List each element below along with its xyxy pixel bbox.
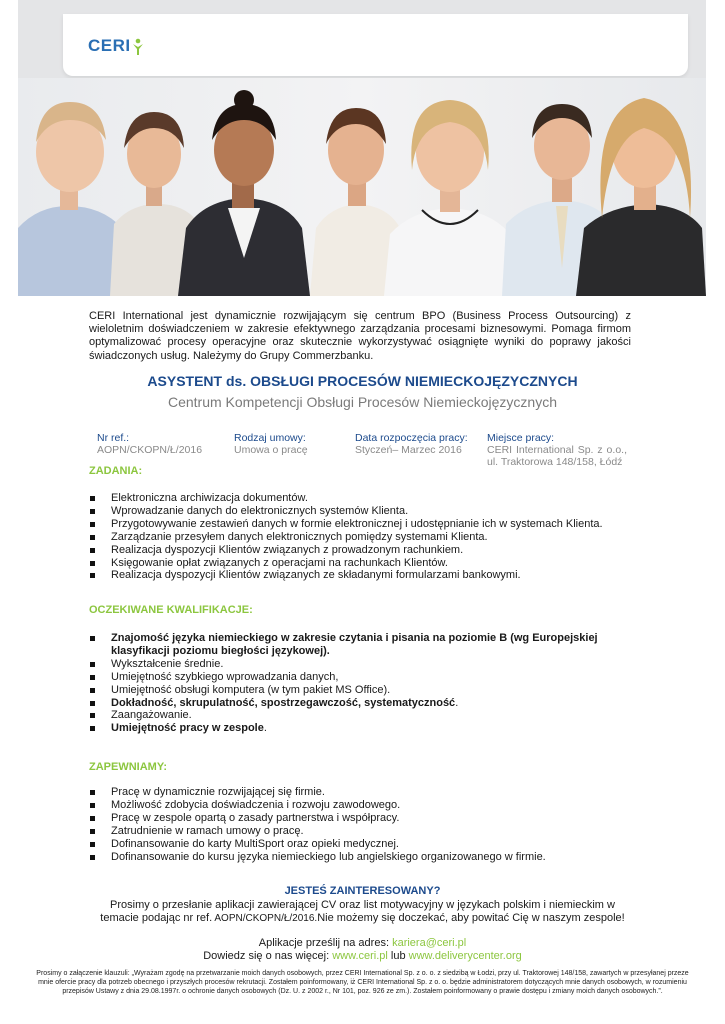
logo-text: CERI	[88, 36, 131, 55]
deliverycenter-link[interactable]: www.deliverycenter.org	[408, 950, 522, 962]
ceri-logo[interactable]	[88, 36, 144, 56]
gdpr-footer: Prosimy o załączenie klauzuli: „Wyrażam zgodę na przetwarzanie moich danych osobowych, przez CERI International Sp. z o. o. z siedzibą w Łodzi, przy ul. Traktorowej 148/158, zawartych w przesyłanej przeze mnie ofercie pracy dla potrzeb obecnego i przyszłych procesów rekrutacji. Zostałem poinformowany, iż CERI International Sp. z o. o. będzie administratorem dotyczących mnie danych osobowych, w rozumieniu przepisów Ustawy z dnia 29.08.1997r. o ochronie danych osobowych (Dz. U. z 2002 r., Nr 101, poz. 926 ze zm.). Zostałem poinformowany o prawie dostępu i zmiany moich danych osobowych.”.	[36, 970, 689, 995]
list-item: Elektroniczna archiwizacja dokumentów.	[89, 492, 619, 505]
cta-line-2-start: temacie podając nr ref.	[100, 912, 213, 924]
cta-line-2-end: Nie możemy się doczekać, aby powitać Cię w naszym zespole!	[317, 912, 625, 924]
list-item: Pracę w dynamicznie rozwijającej się firmie.	[89, 786, 619, 799]
contract-label: Rodzaj umowy:	[234, 432, 306, 444]
cta-line-1: Prosimy o przesłanie aplikacji zawierającej CV oraz list motywacyjny w językach polskim i niemieckim w	[110, 899, 615, 911]
more-line	[0, 950, 725, 963]
list-item: Zarządzanie przesyłem danych elektronicznych pomiędzy systemami Klienta.	[89, 531, 619, 544]
meta-contract	[234, 432, 308, 456]
start-value: Styczeń– Marzec 2016	[355, 444, 462, 456]
list-item: Przygotowywanie zestawień danych w formie elektronicznej i udostępnianie ich w systemach Klienta.	[89, 518, 619, 531]
list-item: Wykształcenie średnie.	[89, 658, 619, 671]
apply-email-link[interactable]: kariera@ceri.pl	[392, 937, 467, 949]
list-item: Pracę w zespole opartą o zasady partnerstwa i współpracy.	[89, 812, 619, 825]
list-item: Zaangażowanie.	[89, 709, 619, 722]
job-title: ASYSTENT ds. OBSŁUGI PROCESÓW NIEMIECKOJĘZYCZNYCH	[147, 373, 578, 389]
person-figure-icon	[132, 38, 144, 56]
meta-start	[355, 432, 468, 456]
place-label: Miejsce pracy:	[487, 432, 555, 444]
start-label: Data rozpoczęcia pracy:	[355, 432, 468, 444]
more-label: Dowiedz się o nas więcej:	[203, 950, 333, 962]
offer-list	[89, 786, 619, 863]
cta-heading: JESTEŚ ZAINTERESOWANY?	[284, 885, 441, 897]
tasks-list	[89, 492, 619, 582]
list-item: Księgowanie opłat związanych z operacjami na rachunkach Klientów.	[89, 557, 619, 570]
header-card	[63, 14, 688, 76]
ref-value: AOPN/CKOPN/Ł/2016	[97, 444, 203, 456]
cta-ref: AOPN/CKOPN/Ł/2016.	[212, 913, 318, 924]
list-item	[89, 722, 619, 735]
ref-label: Nr ref.:	[97, 432, 130, 444]
list-item-strong: Dokładność, skrupulatność, spostrzegawczość, systematyczność	[111, 696, 456, 709]
qualifications-list	[89, 632, 619, 735]
list-item: Możliwość zdobycia doświadczenia i rozwoju zawodowego.	[89, 799, 619, 812]
list-item: Zatrudnienie w ramach umowy o pracę.	[89, 825, 619, 838]
contract-value: Umowa o pracę	[234, 444, 308, 456]
ceri-link[interactable]: www.ceri.pl	[332, 950, 388, 962]
company-intro: CERI International jest dynamicznie rozwijającym się centrum BPO (Business Process Outsourcing) z wieloletnim doświadczeniem w zakresie efektywnego zarządzania procesami biznesowymi. Pomaga firmom optymalizować procesy operacyjne oraz skutecznie wykorzystywać osiągnięte wyniki do poprawy jakości świadczonych usług. Należymy do Grupy Commerzbanku.	[89, 310, 631, 362]
list-item: Realizacja dyspozycji Klientów związanych z prowadzonym rachunkiem.	[89, 544, 619, 557]
list-item: Wprowadzanie danych do elektronicznych systemów Klienta.	[89, 505, 619, 518]
list-item: Umiejętność obsługi komputera (w tym pakiet MS Office).	[89, 684, 619, 697]
place-value-2: ul. Traktorowa 148/158, Łódź	[487, 456, 623, 468]
list-item-suffix: .	[263, 722, 267, 735]
team-photo-illustration	[18, 78, 706, 296]
list-item: Realizacja dyspozycji Klientów związanych ze składanymi formularzami bankowymi.	[89, 569, 619, 582]
offer-heading: ZAPEWNIAMY:	[89, 761, 168, 773]
list-item: Dofinansowanie do karty MultiSport oraz opieki medycznej.	[89, 838, 619, 851]
list-item: Umiejętność szybkiego wprowadzania danych,	[89, 671, 619, 684]
qualifications-heading: OCZEKIWANE KWALIFIKACJE:	[89, 604, 253, 616]
list-item: Dofinansowanie do kursu języka niemieckiego lub angielskiego organizowanego w firmie.	[89, 851, 619, 864]
list-item: Znajomość języka niemieckiego w zakresie czytania i pisania na poziomie B (wg Europejskiej klasyfikacji poziomu biegłości językowej).	[89, 632, 619, 658]
meta-place	[487, 432, 627, 468]
apply-line	[0, 937, 725, 950]
tasks-heading: ZADANIA:	[89, 465, 143, 477]
job-subtitle: Centrum Kompetencji Obsługi Procesów Niemieckojęzycznych	[167, 394, 558, 410]
list-item-suffix: .	[455, 696, 459, 709]
link-separator: lub	[387, 950, 409, 962]
place-value-1: CERI International Sp. z o.o.,	[487, 444, 627, 456]
list-item	[89, 697, 619, 710]
team-photo	[18, 78, 706, 296]
cta-line-2	[0, 912, 725, 925]
list-item-strong: Umiejętność pracy w zespole	[111, 722, 264, 735]
apply-label: Aplikacje prześlij na adres:	[258, 937, 393, 949]
meta-ref	[97, 432, 202, 456]
